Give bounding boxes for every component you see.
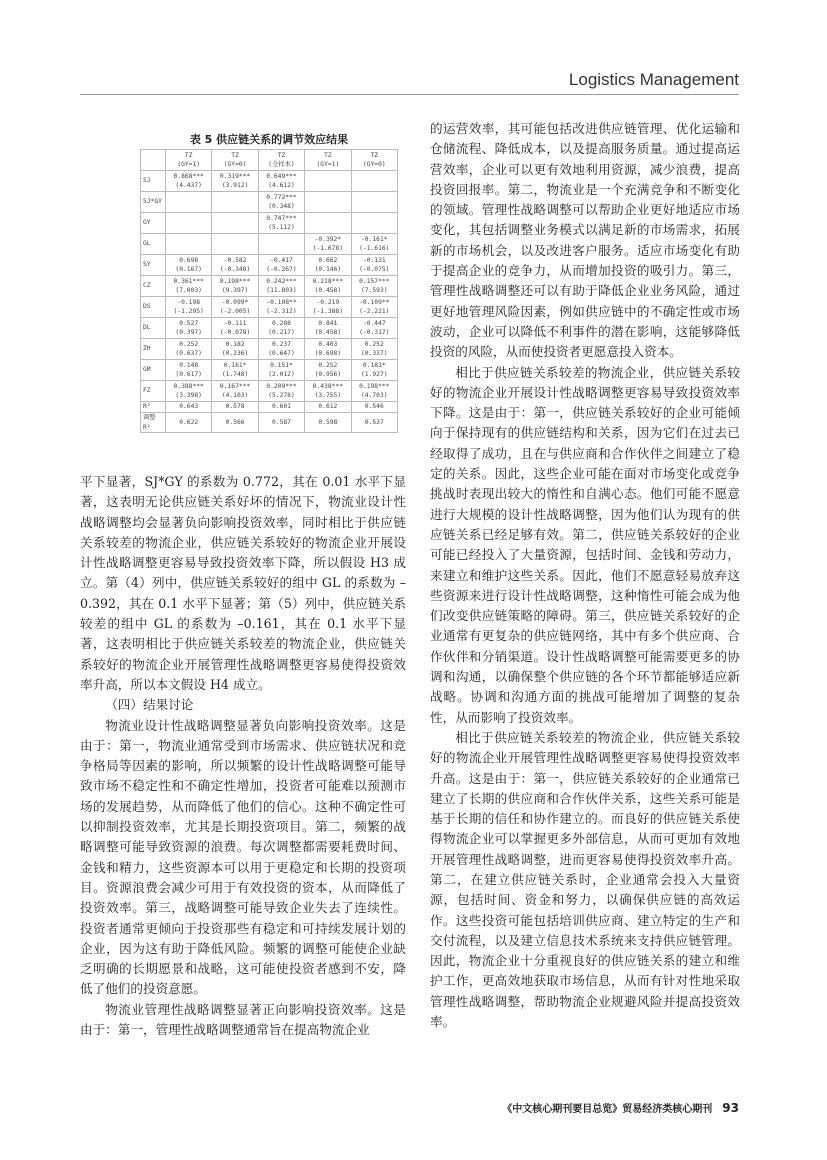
cell-value: 0.242*** [266,277,297,285]
cell-tstat: (3.755) [314,392,342,399]
table-cell [212,413,258,433]
table-cell [351,297,397,318]
cell-value: -0.392* [314,235,342,243]
cell-tstat: (7.593) [361,287,388,294]
cell-tstat: (0.698) [314,350,342,357]
cell-tstat: (4.103) [221,392,249,399]
cell-tstat: (-2.005) [219,308,251,315]
cell-value: 0.868*** [173,172,204,180]
cell-value: 0.598 [318,418,338,426]
cell-value: 0.643 [179,403,199,411]
cell-value: 0.772*** [266,193,297,201]
table-row [141,192,398,213]
table-cell [258,171,304,192]
cell-tstat: (-0.075) [359,266,390,273]
table-row [141,171,398,192]
results-table [140,149,398,433]
table-row [141,297,398,318]
header-rule [80,94,739,95]
table-title: 表 5 供应链关系的调节效应结果 [189,133,349,146]
cell-tstat: (0.236) [221,350,249,357]
cell-value: -0.198 [177,298,201,306]
column-header [212,150,258,171]
row-label: ZH [141,339,166,360]
table-cell [212,171,258,192]
table-cell [212,402,258,413]
cell-value: 0.209*** [266,382,297,390]
table-cell [305,413,351,433]
paragraph: 平下显著，SJ*GY 的系数为 0.772，其在 0.01 水平下显著，这表明无论供应链关系好坏的情况下，物流业设计性战略调整均会显著负向影响投资效率，同时相比于供应链关系较差的物流企业，供应链关系较好的物流企业开展设计性战略调整更容易导致投资效率下降，所以假设 H3 成立。第（4）列中，供应链关系较好的组中 GL 的系数为 –0.392，其在 0.1 水平下显著；第（5）列中，供应链关系较差的组中 GL 的系数为 –0.161，其在 0.1 水平下显著，这表明相比于供应链关系较差的物流企业，供应链关系较好的物流企业开展管理性战略调整更容易使得投资效率升高，所以本文假设 H4 成立。 [80,474,406,692]
cell-tstat: (0.348) [268,203,295,210]
cell-value: 0.578 [225,403,245,411]
row-label: GM [141,360,166,381]
table-cell [305,339,351,360]
cell-value: 0.218*** [312,277,344,285]
row-label: CZ [141,276,166,297]
cell-value: -0.582 [223,256,247,264]
cell-value: -0.108** [266,298,297,306]
row-label: DS [141,297,166,318]
table-cell [305,297,351,318]
cell-tstat: (0.458) [314,329,342,336]
table-cell [212,192,258,213]
column-header [258,150,304,171]
table-cell [305,255,351,276]
table-cell [166,192,212,213]
table-cell [351,171,397,192]
cell-tstat: (4.612) [268,182,295,189]
cell-tstat: (11.803) [266,287,297,294]
cell-tstat: (-2.221) [359,308,390,315]
cell-value: 0.181* [362,361,386,369]
table-cell [258,318,304,339]
cell-value: 0.182 [225,340,245,348]
cell-tstat: (-1.678) [312,245,344,252]
cell-tstat: (-0.317) [359,329,390,336]
cell-value: 0.587 [271,418,291,426]
cell-value: 0.747*** [266,214,297,222]
cell-value: TZ [324,151,332,159]
table-cell [305,213,351,234]
table-cell [351,255,397,276]
table-cell [351,339,397,360]
row-label: SJ [141,171,166,192]
cell-value: 0.698 [179,256,199,264]
table-cell [258,413,304,433]
row-label: R² [141,402,166,413]
column-header [166,150,212,171]
row-label: DL [141,318,166,339]
table-cell [166,413,212,433]
table-row [141,234,398,255]
table-cell [351,234,397,255]
table-row [141,381,398,402]
table-cell [351,276,397,297]
cell-value: -0.161* [361,235,388,243]
table-cell [166,402,212,413]
cell-tstat: (0.167) [175,266,202,273]
table-row [141,255,398,276]
table-cell [258,360,304,381]
cell-value: 0.662 [318,256,338,264]
cell-value: -0.109** [359,298,390,306]
cell-value: 0.438*** [312,382,344,390]
cell-value: 0.252 [318,361,338,369]
paragraph: 物流业设计性战略调整显著负向影响投资效率。这是由于：第一，物流业通常受到市场需求、供应链状况和竞争格局等因素的影响，所以频繁的设计性战略调整可能导致市场不稳定性和不确定性增加，投资者可能难以预测市场的发展趋势，从而降低了他们的信心。这种不确定性可以抑制投资效率，尤其是长期投资项目。第二，频繁的战略调整可能导致资源的浪费。每次调整都需要耗费时间、金钱和精力，这些资源本可以用于更稳定和长期的投资项目。资源浪费会减少可用于有效投资的资本，从而降低了投资效率。第三，战略调整可能导致企业失去了连续性。投资者通常更倾向于投资那些有稳定和可持续发展计划的企业，因为这有助于降低风险。频繁的调整可能使企业缺乏明确的长期愿景和战略，这可能使投资者感到不安，降低了他们的投资意愿。 [80,717,406,997]
row-label: SJ*GY [141,192,166,213]
cell-tstat: (0.458) [314,287,342,294]
column-header [305,150,351,171]
cell-value: 0.361*** [173,277,204,285]
table-cell [166,297,212,318]
cell-tstat: (2.012) [268,371,295,378]
cell-tstat: (4.437) [175,182,202,189]
table-cell [212,297,258,318]
cell-value: 0.319*** [219,172,251,180]
table-cell [351,402,397,413]
cell-tstat: (GY=0) [223,161,247,168]
cell-value: 0.527 [179,319,199,327]
table-cell [351,192,397,213]
page-number: 93 [722,1101,739,1115]
table-cell [166,234,212,255]
table-cell [351,413,397,433]
cell-value: 0.161* [223,361,247,369]
table-cell [166,276,212,297]
cell-tstat: (GY=1) [177,161,201,168]
cell-tstat: (3.398) [175,392,202,399]
paragraph: 相比于供应链关系较差的物流企业，供应链关系较好的物流企业开展设计性战略调整更容易导致投资效率下降。这是由于：第一，供应链关系较好的企业可能倾向于保持现有的供应链结构和关系，因为它们在过去已经取得了成功，且在与供应商和合作伙伴之间建立了稳定的关系。因此，这些企业可能在面对市场变化或竞争挑战时表现出较大的惰性和自满心态。他们可能不愿意进行大规模的设计性战略调整，因为他们认为现有的供应链关系已经足够有效。第二，供应链关系较好的企业可能已经投入了大量资源，包括时间、金钱和劳动力，来建立和维护这些关系。因此，他们不愿意轻易放弃这些资源来进行设计性战略调整，这种惰性可能会成为他们改变供应链策略的障碍。第三，供应链关系较好的企业通常有更复杂的供应链网络，其中有多个供应商、合作伙伴和分销渠道。设计性战略调整可能需要更多的协调和沟通，以确保整个供应链的各个环节都能够适应新战略。协调和沟通方面的挑战可能增加了调整的复杂性，从而影响了投资效率。 [430,364,740,725]
table-row [141,360,398,381]
cell-value: 0.546 [364,403,384,411]
cell-tstat: (4.703) [361,392,388,399]
footer [502,1100,739,1115]
cell-value: TZ [370,151,379,159]
cell-tstat: (1.927) [361,371,388,378]
cell-tstat: (0.337) [361,350,388,357]
cell-tstat: (GY=0) [362,161,386,168]
table-cell [258,297,304,318]
right-column [430,119,740,1032]
table-cell [351,381,397,402]
table-cell [305,171,351,192]
table-cell [166,213,212,234]
cell-tstat: (5.278) [268,392,295,399]
table-cell [351,213,397,234]
cell-tstat: (-0.348) [219,266,251,273]
table-cell [258,192,304,213]
table-cell [166,318,212,339]
table-cell [258,276,304,297]
cell-value: 0.157*** [359,277,390,285]
cell-tstat: (5.112) [268,224,295,231]
cell-tstat: (7.003) [175,287,202,294]
cell-value: TZ [277,151,286,159]
cell-tstat: (0.397) [175,329,202,336]
cell-value: TZ [231,151,239,159]
cell-tstat: (-1.295) [173,308,204,315]
cell-tstat: (-2.312) [266,308,297,315]
cell-tstat: (-0.078) [219,329,251,336]
cell-tstat: (0.146) [314,266,342,273]
table-cell [212,234,258,255]
table-cell [258,255,304,276]
cell-tstat: (全样本) [268,161,295,168]
cell-value: 0.566 [225,418,245,426]
cell-value: 0.288 [271,319,291,327]
table-cell [351,318,397,339]
column-header [351,150,397,171]
left-column [80,472,406,1040]
cell-value: 0.537 [364,418,384,426]
cell-value: 0.167*** [219,382,251,390]
cell-tstat: (-0.267) [266,266,297,273]
cell-value: 0.388*** [173,382,204,390]
table-cell [212,339,258,360]
table-cell [258,402,304,413]
table-row [141,276,398,297]
cell-value: 0.612 [318,403,338,411]
cell-tstat: (-1.616) [359,245,390,252]
table-cell [305,402,351,413]
cell-tstat: (1.748) [221,371,249,378]
table-cell [166,255,212,276]
table-cell [212,255,258,276]
table-cell [166,360,212,381]
table-row-adj_r2 [141,413,398,433]
cell-value: 0.198*** [219,277,251,285]
cell-tstat: (3.912) [221,182,249,189]
row-label: GL [141,234,166,255]
cell-tstat: (0.647) [268,350,295,357]
table-row [141,318,398,339]
table-cell [305,318,351,339]
cell-value: -0.219 [316,298,340,306]
cell-value: 0.649*** [266,172,297,180]
paragraph: 的运营效率，其可能包括改进供应链管理、优化运输和仓储流程、降低成本，以及提高服务质量。通过提高运营效率，企业可以更有效地利用资源，减少浪费，提高投资回报率。第二，物流业是一个充满竞争和不断变化的领域。管理性战略调整可以帮助企业更好地适应市场变化，其包括调整业务模式以满足新的市场需求，拓展新的市场机会，以及改进客户服务。适应市场变化有助于提高企业的竞争力，从而增加投资的吸引力。第三，管理性战略调整还可以有助于降低企业业务风险，通过更好地管理风险因素，例如供应链中的不确定性或市场波动，企业可以降低不利事件的潜在影响，这能够降低投资的风险，从而使投资者更愿意投入资本。 [430,121,740,360]
row-label: SY [141,255,166,276]
table-cell [212,276,258,297]
header-empty-cell [141,150,166,171]
table-row [141,339,398,360]
table-cell [212,381,258,402]
cell-tstat: (GY=1) [316,161,340,168]
section-heading: （四）结果讨论 [105,697,194,713]
cell-value: 0.841 [318,319,338,327]
table-cell [305,381,351,402]
table-cell [212,318,258,339]
cell-value: 0.622 [179,418,199,426]
cell-tstat: (0.217) [268,329,295,336]
cell-value: -0.099* [221,298,249,306]
cell-value: -0.447 [362,319,386,327]
table-cell [258,213,304,234]
cell-value: 0.403 [318,340,338,348]
cell-tstat: (0.637) [175,350,202,357]
cell-value: 0.601 [271,403,291,411]
table-cell [166,381,212,402]
table-cell [305,234,351,255]
paragraph: 物流业管理性战略调整显著正向影响投资效率。这是由于：第一，管理性战略调整通常旨在提高物流企业 [80,1001,406,1038]
table-header-row [141,150,398,171]
table-cell [212,360,258,381]
table-cell [258,339,304,360]
row-label: GY [141,213,166,234]
journal-title: Logistics Management [568,70,739,89]
table-cell [305,192,351,213]
row-label: FZ [141,381,166,402]
cell-value: 0.148 [179,361,199,369]
table-cell [305,360,351,381]
cell-value: 0.151* [270,361,293,369]
table-cell [166,339,212,360]
paragraph: 相比于供应链关系较差的物流企业，供应链关系较好的物流企业开展管理性战略调整更容易使得投资效率升高。这是由于：第一，供应链关系较好的企业通常已建立了长期的供应商和合作伙伴关系，这些关系可能是基于长期的信任和协作建立的。而良好的供应链关系使得物流企业可以掌握更多外部信息，从而可更加有效地开展管理性战略调整，进而更容易使得投资效率升高。第二，在建立供应链关系时，企业通常会投入大量资源，包括时间、资金和努力，以确保供应链的高效运作。这些投资可能包括培训供应商、建立特定的生产和交付流程，以及建立信息技术系统来支持供应链管理。因此，物流企业十分重视良好的供应链关系的建立和维护工作，更高效地获取市场信息，从而有针对性地采取管理性战略调整，帮助物流企业规避风险并提高投资效率。 [430,729,740,1030]
table-row-r2 [141,402,398,413]
cell-tstat: (0.956) [314,371,342,378]
table-cell [166,171,212,192]
table-cell [258,234,304,255]
cell-value: 0.198*** [359,382,390,390]
table-row [141,213,398,234]
table-cell [351,360,397,381]
row-label: 调整 R² [141,413,166,433]
table-cell [258,381,304,402]
cell-value: -0.131 [362,256,386,264]
table-cell [212,213,258,234]
table-cell [305,276,351,297]
cell-value: 0.252 [179,340,199,348]
cell-value: 0.252 [364,340,384,348]
cell-value: TZ [184,151,193,159]
cell-value: -0.111 [223,319,247,327]
cell-tstat: (9.397) [221,287,249,294]
cell-value: 0.237 [271,340,291,348]
footer-text: 《中文核心期刊要目总览》贸易经济类核心期刊 [502,1104,713,1115]
cell-tstat: (0.617) [175,371,202,378]
cell-tstat: (-1.388) [312,308,344,315]
cell-value: -0.417 [270,256,293,264]
